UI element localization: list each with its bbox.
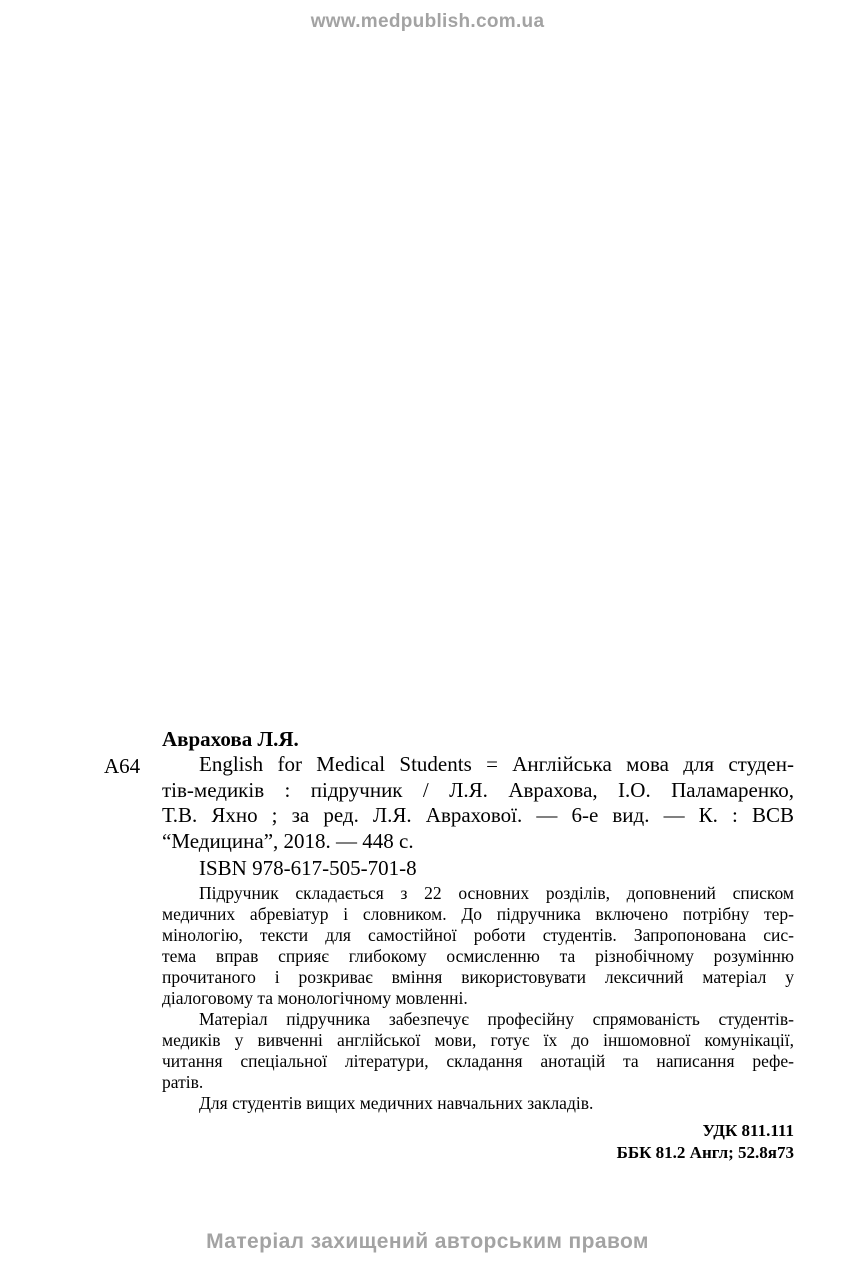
annotation-line: ратів.: [162, 1072, 204, 1092]
annotation-line: медичних абревіатур і словником. До підручника включено потрібну тер-: [162, 904, 794, 924]
annotation-line: тема вправ сприяє глибокому осмисленню та різнобічному розумінню: [162, 946, 794, 966]
bibliographic-entry: [162, 752, 794, 854]
entry-line: Т.В. Яхно ; за ред. Л.Я. Аврахової. — 6-е вид. — К. : ВСВ: [162, 803, 794, 827]
watermark-url: www.medpublish.com.ua: [310, 11, 545, 32]
annotation-line: діалоговому та монологічному мовленні.: [162, 988, 468, 1008]
annotation-line: Підручник складається з 22 основних розділів, доповнений списком: [199, 883, 794, 903]
classification-codes: [617, 1120, 794, 1164]
annotation-line: мінологію, тексти для самостійної роботи студентів. Запропонована сис-: [162, 925, 794, 945]
author-heading: Аврахова Л.Я.: [162, 727, 299, 751]
author-cipher: А64: [104, 754, 141, 778]
isbn: ISBN 978-617-505-701-8: [199, 856, 417, 880]
annotation-line: медиків у вивченні англійської мови, готує їх до іншомовної комунікації,: [162, 1030, 794, 1050]
annotation-line: читання спеціальної літератури, складання анотацій та написання рефе-: [162, 1051, 794, 1071]
annotation-line: Для студентів вищих медичних навчальних закладів.: [199, 1093, 594, 1113]
entry-line: English for Medical Students = Англійська мова для студен-: [199, 752, 794, 776]
udc-code: УДК 811.111: [702, 1121, 794, 1140]
entry-line: тів-медиків : підручник / Л.Я. Аврахова, І.О. Паламаренко,: [162, 777, 794, 802]
annotation-line: прочитаного і розкриває вміння використовувати лексичний матеріал у: [162, 967, 794, 987]
copyright-watermark: Матеріал захищений авторським правом: [206, 1230, 649, 1253]
bbk-code: ББК 81.2 Англ; 52.8я73: [616, 1143, 794, 1162]
annotation: [162, 883, 794, 1114]
entry-line: “Медицина”, 2018. — 448 с.: [162, 828, 414, 853]
annotation-line: Матеріал підручника забезпечує професійну спрямованість студентів-: [199, 1009, 794, 1029]
